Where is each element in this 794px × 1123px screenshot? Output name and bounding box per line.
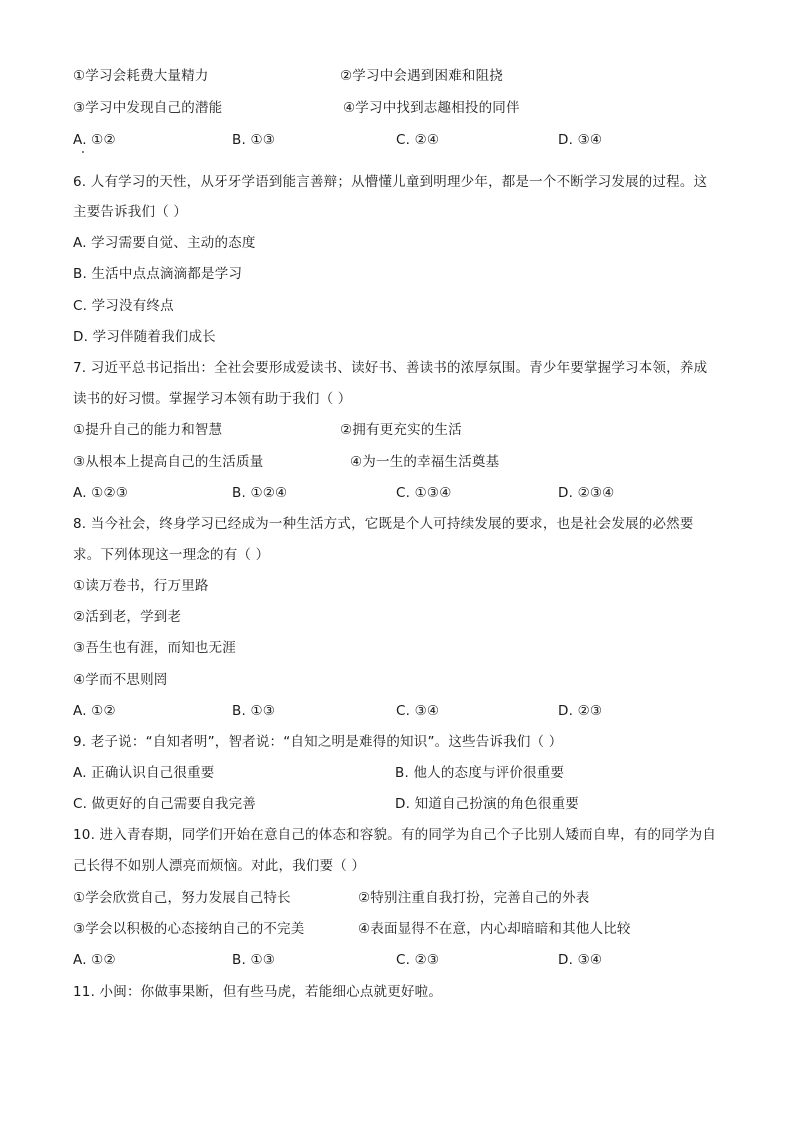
statement-2: ②学习中会遇到困难和阻挠 xyxy=(340,68,504,84)
q7-option-a: A. ①②③ xyxy=(73,485,129,501)
q8-option-a: A. ①② xyxy=(73,703,116,719)
q9-option-b: B. 他人的态度与评价很重要 xyxy=(395,765,565,781)
q7-option-b: B. ①②④ xyxy=(232,485,288,501)
question-8-line-1: 8. 当今社会，终身学习已经成为一种生活方式，它既是个人可持续发展的要求，也是社会发展的必然要 xyxy=(73,516,694,532)
q10-statement-3: ③学会以积极的心态接纳自己的不完美 xyxy=(73,921,305,937)
q7-statement-4: ④为一生的幸福生活奠基 xyxy=(350,454,500,470)
question-10-line-2: 己长得不如别人漂亮而烦恼。对此，我们要（ ） xyxy=(73,858,366,874)
question-6-line-2: 主要告诉我们（ ） xyxy=(73,204,188,220)
statement-1: ①学习会耗费大量精力 xyxy=(73,68,209,84)
question-7-line-2: 读书的好习惯。掌握学习本领有助于我们（ ） xyxy=(73,391,352,407)
q8-statement-2: ②活到老，学到老 xyxy=(73,609,182,625)
q7-statement-3: ③从根本上提高自己的生活质量 xyxy=(73,454,264,470)
q10-statement-2: ②特别注重自我打扮，完善自己的外表 xyxy=(358,890,590,906)
q6-option-d: D. 学习伴随着我们成长 xyxy=(73,329,216,345)
option-c: C. ②④ xyxy=(396,132,440,148)
statement-4: ④学习中找到志趣相投的同伴 xyxy=(343,100,520,116)
q10-option-a: A. ①② xyxy=(73,952,116,968)
q9-option-d: D. 知道自己扮演的角色很重要 xyxy=(395,796,579,812)
statement-3: ③学习中发现自己的潜能 xyxy=(73,100,223,116)
option-a: A. ①② xyxy=(73,132,116,148)
question-11: 11. 小闽：你做事果断，但有些马虎，若能细心点就更好啦。 xyxy=(73,984,443,1000)
q7-statement-2: ②拥有更充实的生活 xyxy=(340,422,462,438)
q8-statement-4: ④学而不思则罔 xyxy=(73,672,168,688)
q10-option-b: B. ①③ xyxy=(232,952,276,968)
q9-option-a: A. 正确认识自己很重要 xyxy=(73,765,215,781)
q7-option-c: C. ①③④ xyxy=(396,485,452,501)
question-8-line-2: 求。下列体现这一理念的有（ ） xyxy=(73,547,270,563)
q8-option-d: D. ②③ xyxy=(558,703,603,719)
option-b: B. ①③ xyxy=(232,132,276,148)
q10-option-c: C. ②③ xyxy=(396,952,440,968)
option-d: D. ③④ xyxy=(558,132,603,148)
question-10-line-1: 10. 进入青春期，同学们开始在意自己的体态和容貌。有的同学为自己个子比别人矮而自卑，有的同学为自 xyxy=(73,827,717,843)
q8-statement-3: ③吾生也有涯，而知也无涯 xyxy=(73,640,237,656)
q10-statement-4: ④表面显得不在意，内心却暗暗和其他人比较 xyxy=(358,921,631,937)
q6-option-b: B. 生活中点点滴滴都是学习 xyxy=(73,266,243,282)
question-6-line-1: 6. 人有学习的天性，从牙牙学语到能言善辩；从懵懂儿童到明理少年，都是一个不断学习发展的过程。这 xyxy=(73,174,708,190)
q7-statement-1: ①提升自己的能力和智慧 xyxy=(73,422,223,438)
q6-option-a: A. 学习需要自觉、主动的态度 xyxy=(73,235,256,251)
q10-option-d: D. ③④ xyxy=(558,952,603,968)
dot-mark xyxy=(82,151,84,153)
question-9: 9. 老子说：“自知者明”，智者说：“自知之明是难得的知识”。这些告诉我们（ ） xyxy=(73,734,563,750)
q10-statement-1: ①学会欣赏自己，努力发展自己特长 xyxy=(73,890,291,906)
question-7-line-1: 7. 习近平总书记指出：全社会要形成爱读书、读好书、善读书的浓厚氛围。青少年要掌握学习本领，养成 xyxy=(73,360,708,376)
q6-option-c: C. 学习没有终点 xyxy=(73,298,174,314)
q8-option-c: C. ③④ xyxy=(396,703,440,719)
q8-option-b: B. ①③ xyxy=(232,703,276,719)
q8-statement-1: ①读万卷书，行万里路 xyxy=(73,578,209,594)
q7-option-d: D. ②③④ xyxy=(558,485,615,501)
q9-option-c: C. 做更好的自己需要自我完善 xyxy=(73,796,257,812)
